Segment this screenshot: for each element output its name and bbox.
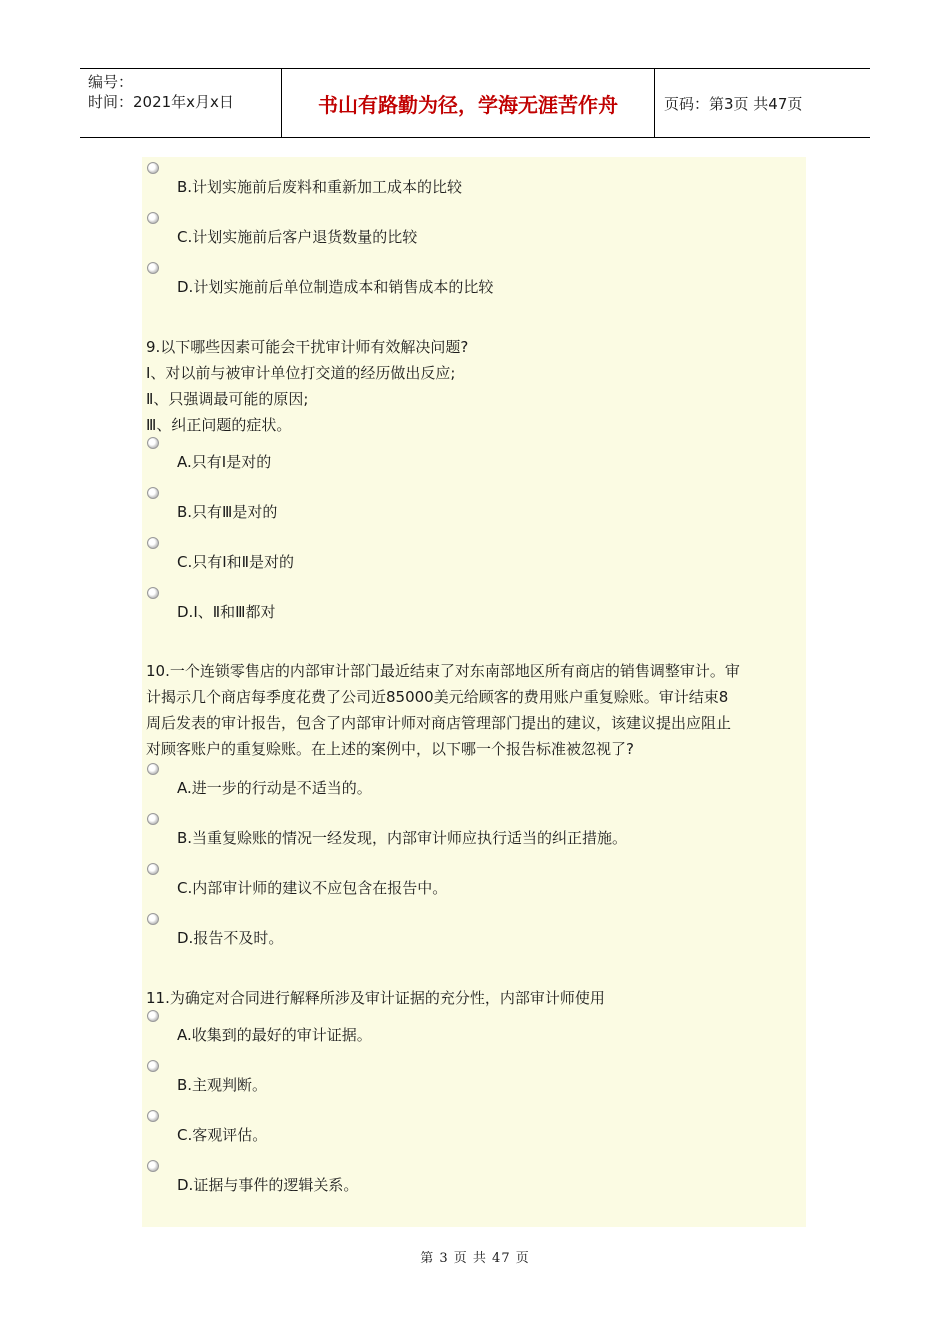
option-label: C.内部审计师的建议不应包含在报告中。 — [177, 879, 448, 897]
radio-button[interactable] — [147, 437, 159, 449]
question-stem-line: 计揭示几个商店每季度花费了公司近85000美元给顾客的费用账户重复赊账。审计结束8 — [146, 688, 729, 706]
radio-button[interactable] — [147, 262, 159, 274]
question-statement: Ⅱ、只强调最可能的原因; — [146, 390, 309, 408]
option-label: B.当重复赊账的情况一经发现，内部审计师应执行适当的纠正措施。 — [177, 829, 628, 847]
option-q10-a[interactable] — [146, 758, 806, 808]
option-q11-c[interactable] — [146, 1105, 806, 1155]
radio-button[interactable] — [147, 913, 159, 925]
question-statement: Ⅲ、纠正问题的症状。 — [146, 416, 292, 434]
question-stem-line: 10.一个连锁零售店的内部审计部门最近结束了对东南部地区所有商店的销售调整审计。审 — [146, 662, 740, 680]
radio-button[interactable] — [147, 1010, 159, 1022]
page-footer: 第 3 页 共 47 页 — [420, 1251, 530, 1266]
header-motto: 书山有路勤为径，学海无涯苦作舟 — [282, 69, 655, 137]
question-8-options — [146, 157, 806, 307]
option-label: B.只有Ⅲ是对的 — [177, 503, 278, 521]
option-label: A.收集到的最好的审计证据。 — [177, 1026, 372, 1044]
radio-button[interactable] — [147, 763, 159, 775]
option-q9-a[interactable] — [146, 432, 806, 482]
radio-button[interactable] — [147, 487, 159, 499]
spacer — [146, 307, 806, 334]
option-q8-d[interactable] — [146, 257, 806, 307]
page-header — [80, 68, 870, 138]
radio-button[interactable] — [147, 1110, 159, 1122]
spacer — [146, 958, 806, 985]
header-page-info: 页码：第3页 共47页 — [664, 94, 803, 113]
option-q8-b[interactable] — [146, 157, 806, 207]
option-label: D.报告不及时。 — [177, 929, 284, 947]
option-q11-a[interactable] — [146, 1005, 806, 1055]
question-11 — [146, 985, 806, 1205]
option-label: B.主观判断。 — [177, 1076, 268, 1094]
option-label: D.Ⅰ、Ⅱ和Ⅲ都对 — [177, 603, 276, 621]
option-label: A.进一步的行动是不适当的。 — [177, 779, 372, 797]
radio-button[interactable] — [147, 162, 159, 174]
option-label: A.只有Ⅰ是对的 — [177, 453, 272, 471]
option-q11-d[interactable] — [146, 1155, 806, 1205]
radio-button[interactable] — [147, 813, 159, 825]
header-meta — [80, 69, 282, 137]
question-9 — [146, 334, 806, 632]
option-q10-d[interactable] — [146, 908, 806, 958]
radio-button[interactable] — [147, 1160, 159, 1172]
radio-button[interactable] — [147, 863, 159, 875]
option-q10-c[interactable] — [146, 858, 806, 908]
option-label: C.计划实施前后客户退货数量的比较 — [177, 228, 418, 246]
option-label: C.只有Ⅰ和Ⅱ是对的 — [177, 553, 295, 571]
option-q9-c[interactable] — [146, 532, 806, 582]
radio-button[interactable] — [147, 537, 159, 549]
radio-button[interactable] — [147, 212, 159, 224]
radio-button[interactable] — [147, 1060, 159, 1072]
question-list — [146, 157, 806, 1205]
question-stem-line: 对顾客账户的重复赊账。在上述的案例中，以下哪一个报告标准被忽视了? — [146, 740, 634, 758]
number-label: 编号： — [88, 73, 134, 91]
option-label: D.证据与事件的逻辑关系。 — [177, 1176, 359, 1194]
question-stem: 9.以下哪些因素可能会干扰审计师有效解决问题? — [146, 338, 469, 356]
question-statement: Ⅰ、对以前与被审计单位打交道的经历做出反应; — [146, 364, 456, 382]
option-q9-d[interactable] — [146, 582, 806, 632]
date-label: 时间：2021年x月x日 — [88, 93, 234, 111]
option-label: B.计划实施前后废料和重新加工成本的比较 — [177, 178, 463, 196]
option-label: C.客观评估。 — [177, 1126, 268, 1144]
option-q9-b[interactable] — [146, 482, 806, 532]
option-q10-b[interactable] — [146, 808, 806, 858]
radio-button[interactable] — [147, 587, 159, 599]
question-stem: 11.为确定对合同进行解释所涉及审计证据的充分性，内部审计师使用 — [146, 989, 605, 1007]
option-q11-b[interactable] — [146, 1055, 806, 1105]
option-q8-c[interactable] — [146, 207, 806, 257]
option-label: D.计划实施前后单位制造成本和销售成本的比较 — [177, 278, 494, 296]
question-10 — [146, 658, 806, 958]
spacer — [146, 632, 806, 658]
question-stem-line: 周后发表的审计报告，包含了内部审计师对商店管理部门提出的建议，该建议提出应阻止 — [146, 714, 732, 732]
